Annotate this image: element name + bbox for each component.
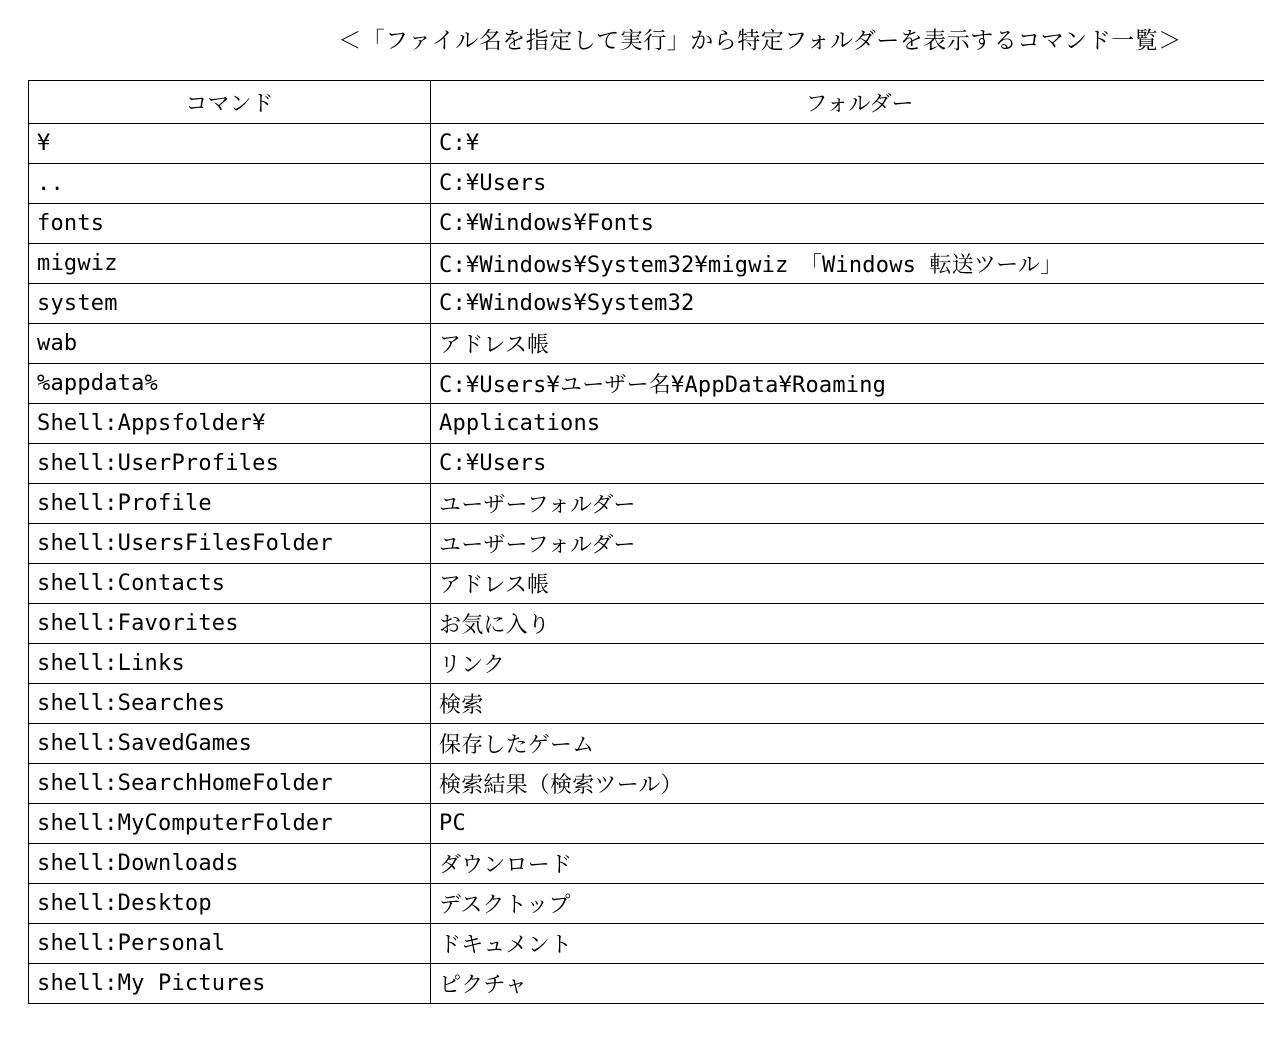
folder-cell: ユーザーフォルダー: [431, 484, 1264, 524]
table-row: [29, 764, 1264, 804]
command-cell: shell:MyComputerFolder: [29, 804, 431, 844]
command-cell: shell:Personal: [29, 924, 431, 964]
header-folder: フォルダー: [431, 81, 1264, 124]
folder-cell: アドレス帳: [431, 564, 1264, 604]
folder-cell: 検索結果（検索ツール）: [431, 764, 1264, 804]
table-row: [29, 644, 1264, 684]
folder-cell: ユーザーフォルダー: [431, 524, 1264, 564]
command-cell: migwiz: [29, 244, 431, 284]
page-title: ＜「ファイル名を指定して実行」から特定フォルダーを表示するコマンド一覧＞: [338, 28, 1182, 54]
table-body: [29, 124, 1264, 1004]
folder-cell: リンク: [431, 644, 1264, 684]
folder-cell: C:¥Windows¥System32¥migwiz 「Windows 転送ツール」: [431, 244, 1264, 284]
table-row: [29, 204, 1264, 244]
table-row: [29, 924, 1264, 964]
command-cell: shell:UserProfiles: [29, 444, 431, 484]
folder-cell: 検索: [431, 684, 1264, 724]
command-cell: fonts: [29, 204, 431, 244]
folder-cell: C:¥Windows¥Fonts: [431, 204, 1264, 244]
command-cell: shell:Favorites: [29, 604, 431, 644]
command-cell: shell:SavedGames: [29, 724, 431, 764]
folder-cell: C:¥Users¥ユーザー名¥AppData¥Roaming: [431, 364, 1264, 404]
header-command: コマンド: [29, 81, 431, 124]
folder-cell: Applications: [431, 404, 1264, 444]
command-table: [28, 80, 1264, 1004]
command-cell: shell:Links: [29, 644, 431, 684]
table-row: [29, 804, 1264, 844]
command-cell: shell:Profile: [29, 484, 431, 524]
folder-cell: お気に入り: [431, 604, 1264, 644]
table-row: [29, 244, 1264, 284]
table-row: [29, 844, 1264, 884]
table-row: [29, 604, 1264, 644]
command-cell: shell:Desktop: [29, 884, 431, 924]
folder-cell: ドキュメント: [431, 924, 1264, 964]
command-cell: Shell:Appsfolder¥: [29, 404, 431, 444]
table-row: [29, 124, 1264, 164]
folder-cell: デスクトップ: [431, 884, 1264, 924]
table-row: [29, 524, 1264, 564]
command-cell: shell:Searches: [29, 684, 431, 724]
command-cell: shell:Contacts: [29, 564, 431, 604]
command-cell: shell:My Pictures: [29, 964, 431, 1004]
folder-cell: C:¥Windows¥System32: [431, 284, 1264, 324]
folder-cell: C:¥Users: [431, 164, 1264, 204]
command-cell: ..: [29, 164, 431, 204]
folder-cell: 保存したゲーム: [431, 724, 1264, 764]
command-cell: shell:Downloads: [29, 844, 431, 884]
table-row: [29, 964, 1264, 1004]
command-cell: shell:UsersFilesFolder: [29, 524, 431, 564]
table-row: [29, 364, 1264, 404]
table-row: [29, 404, 1264, 444]
table-row: [29, 724, 1264, 764]
table-header-row: [29, 81, 1264, 124]
table-row: [29, 684, 1264, 724]
folder-cell: アドレス帳: [431, 324, 1264, 364]
table-row: [29, 884, 1264, 924]
folder-cell: C:¥: [431, 124, 1264, 164]
folder-cell: PC: [431, 804, 1264, 844]
folder-cell: ピクチャ: [431, 964, 1264, 1004]
command-cell: system: [29, 284, 431, 324]
table-row: [29, 484, 1264, 524]
table-row: [29, 284, 1264, 324]
folder-cell: C:¥Users: [431, 444, 1264, 484]
table-row: [29, 444, 1264, 484]
folder-cell: ダウンロード: [431, 844, 1264, 884]
table-row: [29, 564, 1264, 604]
command-cell: ¥: [29, 124, 431, 164]
command-cell: shell:SearchHomeFolder: [29, 764, 431, 804]
command-cell: %appdata%: [29, 364, 431, 404]
table-row: [29, 324, 1264, 364]
table-row: [29, 164, 1264, 204]
command-cell: wab: [29, 324, 431, 364]
